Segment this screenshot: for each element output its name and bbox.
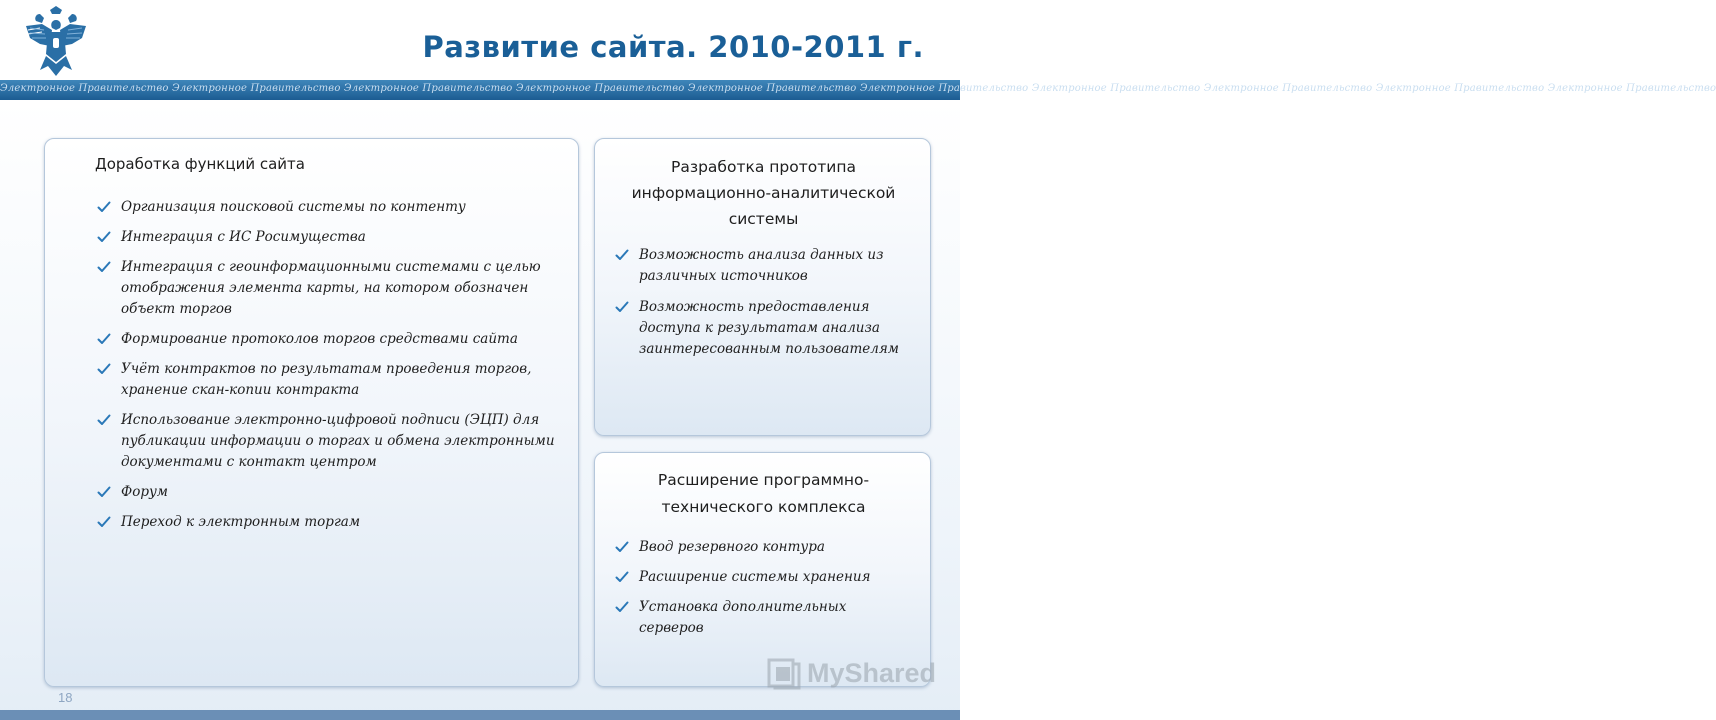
list-item-text: Интеграция с геоинформационными системами с целью отображения элемента карты, на котором обозначен объект торгов <box>121 259 541 317</box>
list-item-text: Форум <box>121 484 168 500</box>
watermark-text: MyShared <box>807 658 937 688</box>
page-number: 18 <box>58 690 73 705</box>
left-panel-heading: Доработка функций сайта <box>95 155 305 173</box>
list-item <box>97 257 567 320</box>
right-bottom-panel <box>594 452 931 687</box>
list-item <box>97 197 567 218</box>
list-item <box>97 482 567 503</box>
right-bottom-panel-heading: Расширение программно-технического комплекса <box>657 471 870 516</box>
list-item <box>97 410 567 473</box>
list-item-text: Интеграция с ИС Росимущества <box>121 229 366 245</box>
checkmark-icon <box>615 300 629 314</box>
footer-bar <box>0 710 960 720</box>
checkmark-icon <box>97 260 111 274</box>
checkmark-icon <box>97 332 111 346</box>
checkmark-icon <box>97 485 111 499</box>
checkmark-icon <box>97 200 111 214</box>
list-item-text: Расширение системы хранения <box>639 569 871 585</box>
list-item-text: Возможность анализа данных из различных источников <box>639 247 884 284</box>
checkmark-icon <box>615 248 629 262</box>
list-item-text: Организация поисковой системы по контенту <box>121 199 466 215</box>
list-item <box>615 537 915 558</box>
list-item-text: Ввод резервного контура <box>639 539 825 555</box>
list-item <box>97 512 567 533</box>
list-item-text: Формирование протоколов торгов средствами сайта <box>121 331 518 347</box>
checkmark-icon <box>615 600 629 614</box>
checkmark-icon <box>97 230 111 244</box>
slide-header <box>0 0 960 78</box>
checkmark-icon <box>97 362 111 376</box>
left-panel <box>44 138 579 687</box>
ribbon-text: Электронное Правительство Электронное Правительство Электронное Правительство Электронное Правительство Электронное Правительство Электронное Правительство Электронное Правительство Электронное Правительство Электронное Правительство Электронное Правительство <box>0 83 1716 94</box>
myshared-logo-icon <box>767 658 801 690</box>
right-bottom-panel-list <box>615 537 915 648</box>
list-item <box>615 297 915 360</box>
myshared-watermark <box>767 658 937 690</box>
checkmark-icon <box>615 570 629 584</box>
list-item-text: Установка дополнительных серверов <box>639 599 847 636</box>
slide-title: Развитие сайта. 2010-2011 г. <box>422 30 924 64</box>
list-item <box>615 597 915 639</box>
list-item-text: Использование электронно-цифровой подписи (ЭЦП) для публикации информации о торгах и обмена электронными документами с контакт центром <box>121 412 555 470</box>
eagle-emblem-icon <box>22 6 90 80</box>
list-item-text: Переход к электронным торгам <box>121 514 361 530</box>
left-panel-list <box>97 197 567 542</box>
checkmark-icon <box>97 413 111 427</box>
checkmark-icon <box>615 540 629 554</box>
list-item <box>615 567 915 588</box>
list-item <box>97 359 567 401</box>
list-item <box>97 227 567 248</box>
right-top-panel-heading: Разработка прототипа информационно-аналитической системы <box>631 158 896 228</box>
list-item-text: Возможность предоставления доступа к результатам анализа заинтересованным пользователям <box>639 299 899 357</box>
right-top-panel-list <box>615 245 915 370</box>
list-item-text: Учёт контрактов по результатам проведения торгов, хранение скан-копии контракта <box>121 361 532 398</box>
checkmark-icon <box>97 515 111 529</box>
list-item <box>615 245 915 287</box>
right-top-panel <box>594 138 931 436</box>
header-ribbon <box>0 80 1716 100</box>
list-item <box>97 329 567 350</box>
